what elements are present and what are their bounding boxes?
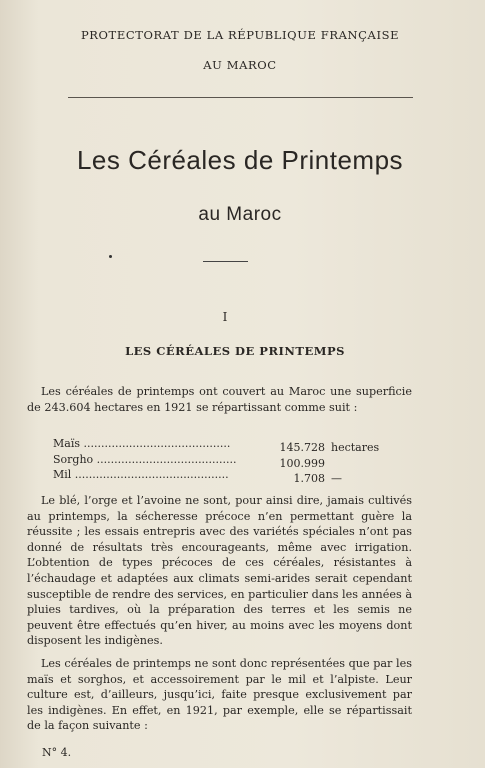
title-divider	[203, 261, 248, 262]
paragraph-1: Les céréales de printemps ont couvert au Maroc une superficie de 243.604 hectares en 1921 se répartissant comme suit :	[27, 385, 412, 414]
section-heading: LES CÉRÉALES DE PRINTEMPS	[125, 344, 345, 358]
row-unit: hectares	[331, 441, 380, 454]
section-number: I	[222, 310, 228, 324]
table-row	[53, 467, 342, 486]
ink-dot	[109, 255, 112, 258]
row-label: Sorgho ........................................	[53, 453, 237, 466]
paragraph-2: Le blé, l’orge et l’avoine ne sont, pour ainsi dire, jamais cultivés au printemps, la sécheresse précoce n’en permettant guère la réussite ; les essais entrepris avec des variétés spéciales n’ont pas donné de résultats très encourageants, même avec irrigation. L’obtention de types précoces de ces céréales, résistantes à l’échaudage et adaptées aux climats semi-arides serait cependant susceptible de rendre des services, en particulier dans les années à pluies tardives, où la préparation des terres et les semis ne peuvent être effectués qu’en hiver, au moins avec les moyens dont disposent les indigènes.	[27, 494, 412, 648]
row-value: 1.708	[293, 472, 325, 485]
header-line-2: AU MAROC	[203, 58, 277, 72]
paragraph-3: Les céréales de printemps ne sont donc représentées que par les maïs et sorghos, et accessoirement par le mil et l’alpiste. Leur culture est, d’ailleurs, jusqu’ici, faite presque exclusivement par les indigènes. En effet, en 1921, par exemple, elle se répartissait de la façon suivante :	[27, 657, 412, 733]
header-rule	[68, 97, 413, 98]
row-label: Maïs ..........................................	[53, 437, 231, 450]
page-footer: N° 4.	[42, 746, 72, 759]
row-value: 100.999	[279, 457, 325, 470]
page-subtitle: au Maroc	[198, 204, 282, 225]
header-line-1: PROTECTORAT DE LA RÉPUBLIQUE FRANÇAISE	[80, 28, 400, 42]
page-title: Les Céréales de Printemps	[76, 145, 404, 175]
row-value: 145.728	[279, 441, 325, 454]
row-unit: —	[331, 472, 342, 485]
row-label: Mil ............................................	[53, 468, 229, 481]
